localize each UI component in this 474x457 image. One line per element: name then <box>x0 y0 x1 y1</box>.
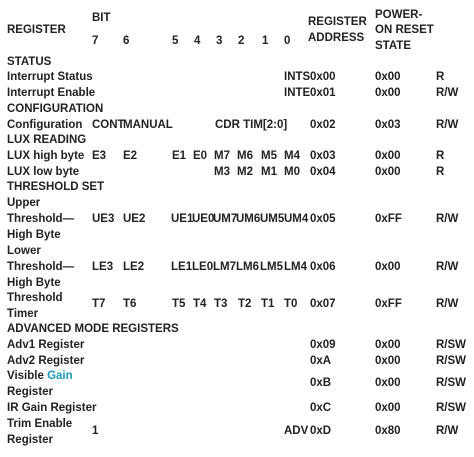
row-lower-threshold-bit7: LE3 <box>92 261 114 273</box>
row-lower-threshold-bit4: LE0 <box>192 261 214 273</box>
row-lux-high-por: 0x00 <box>375 150 401 162</box>
row-trim-enable-addr: 0xD <box>310 425 332 437</box>
row-upper-threshold-por: 0xFF <box>375 213 402 225</box>
row-lux-high-addr: 0x03 <box>310 150 336 162</box>
row-lux-high-bit5: E1 <box>172 150 187 162</box>
header-bit: BIT <box>92 12 111 24</box>
gain-link[interactable]: Gain <box>47 370 73 382</box>
row-lux-low-addr: 0x04 <box>310 166 336 178</box>
row-lower-threshold-bit6: LE2 <box>123 261 145 273</box>
row-upper-threshold-bit0: UM4 <box>284 213 309 225</box>
row-lux-high-bit1: M5 <box>261 150 277 162</box>
row-lower-threshold-bit5: LE1 <box>171 261 193 273</box>
row-lower-threshold-por: 0x00 <box>375 261 401 273</box>
header-register-address-2: ADDRESS <box>308 32 365 44</box>
row-upper-threshold-rw: R/W <box>436 213 459 225</box>
row-lux-low-bit1: M1 <box>261 166 277 178</box>
row-threshold-timer-bit4: T4 <box>193 298 207 310</box>
row-configuration-bit6: MANUAL <box>123 119 173 131</box>
row-upper-threshold-bit6: UE2 <box>123 213 146 225</box>
row-threshold-timer-addr: 0x07 <box>310 298 336 310</box>
row-interrupt-status-rw: R <box>436 71 445 83</box>
row-upper-threshold-addr: 0x05 <box>310 213 336 225</box>
row-adv1-addr: 0x09 <box>310 339 336 351</box>
row-lower-threshold-addr: 0x06 <box>310 261 336 273</box>
header-bit-7: 7 <box>92 35 99 47</box>
section-advanced-mode: ADVANCED MODE REGISTERS <box>7 323 179 335</box>
row-lux-high-bit4: E0 <box>193 150 208 162</box>
row-lower-threshold-bit3: LM7 <box>213 261 236 273</box>
header-bit-3: 3 <box>216 35 223 47</box>
row-configuration-bits30: CDR TIM[2:0] <box>215 119 288 131</box>
row-lux-high-bit0: M4 <box>284 150 300 162</box>
row-upper-threshold-bit3: UM7 <box>213 213 238 225</box>
row-trim-enable-name-2: Register <box>7 434 54 446</box>
section-configuration: CONFIGURATION <box>7 103 104 115</box>
row-upper-threshold-bit2: UM6 <box>236 213 261 225</box>
row-visible-gain-name-1a: Visible <box>7 370 44 382</box>
row-lower-threshold-rw: R/W <box>436 261 459 273</box>
header-bit-0: 0 <box>284 35 291 47</box>
row-interrupt-enable-addr: 0x01 <box>310 87 336 99</box>
row-threshold-timer-bit7: T7 <box>92 298 106 310</box>
row-configuration-bit7: CONT <box>92 119 125 131</box>
row-threshold-timer-name-1: Threshold <box>7 292 63 304</box>
row-trim-enable-bit7: 1 <box>92 425 99 437</box>
row-configuration-addr: 0x02 <box>310 119 336 131</box>
row-interrupt-status-name: Interrupt Status <box>7 71 93 83</box>
row-upper-threshold-name-1: Upper <box>7 197 41 209</box>
row-visible-gain-name-2: Register <box>7 386 54 398</box>
row-lux-low-por: 0x00 <box>375 166 401 178</box>
row-lux-high-bit2: M6 <box>237 150 253 162</box>
row-upper-threshold-name-2: Threshold— <box>7 213 75 225</box>
row-configuration-rw: R/W <box>436 119 459 131</box>
row-threshold-timer-bit3: T3 <box>214 298 228 310</box>
row-configuration-name: Configuration <box>7 119 83 131</box>
header-bit-5: 5 <box>172 35 179 47</box>
row-trim-enable-bit0: ADV <box>284 425 309 437</box>
row-lower-threshold-name-1: Lower <box>7 245 41 257</box>
row-threshold-timer-bit6: T6 <box>123 298 137 310</box>
row-lux-high-bit3: M7 <box>214 150 230 162</box>
row-interrupt-status-addr: 0x00 <box>310 71 336 83</box>
header-power-on-1: POWER- <box>375 9 423 21</box>
row-adv1-por: 0x00 <box>375 339 401 351</box>
row-lux-low-bit0: M0 <box>284 166 300 178</box>
row-adv2-addr: 0xA <box>310 355 332 367</box>
row-threshold-timer-rw: R/W <box>436 298 459 310</box>
row-visible-gain-name-1 <box>7 370 73 383</box>
row-interrupt-status-bit0: INTS <box>284 71 311 83</box>
row-lux-high-rw: R <box>436 150 445 162</box>
row-lux-low-rw: R <box>436 166 445 178</box>
row-adv2-por: 0x00 <box>375 355 401 367</box>
row-interrupt-enable-rw: R/W <box>436 87 459 99</box>
row-adv2-name: Adv2 Register <box>7 355 85 367</box>
row-upper-threshold-name-3: High Byte <box>7 229 61 241</box>
row-ir-gain-addr: 0xC <box>310 402 332 414</box>
section-lux-reading: LUX READING <box>7 134 87 146</box>
row-threshold-timer-bit5: T5 <box>172 298 186 310</box>
header-bit-6: 6 <box>123 35 130 47</box>
row-lux-low-bit2: M2 <box>237 166 253 178</box>
row-lux-high-name: LUX high byte <box>7 150 85 162</box>
header-register: REGISTER <box>7 24 66 36</box>
row-upper-threshold-bit4: UE0 <box>192 213 215 225</box>
row-upper-threshold-bit1: UM5 <box>260 213 285 225</box>
row-threshold-timer-bit1: T1 <box>261 298 275 310</box>
row-lower-threshold-bit2: LM6 <box>236 261 259 273</box>
row-configuration-por: 0x03 <box>375 119 401 131</box>
row-interrupt-enable-por: 0x00 <box>375 87 401 99</box>
row-lower-threshold-name-2: Threshold— <box>7 261 75 273</box>
section-status: STATUS <box>7 56 52 68</box>
row-lower-threshold-name-3: High Byte <box>7 277 61 289</box>
header-bit-2: 2 <box>238 35 245 47</box>
header-bit-1: 1 <box>262 35 269 47</box>
row-lux-low-name: LUX low byte <box>7 166 80 178</box>
row-lux-high-bit6: E2 <box>123 150 138 162</box>
row-threshold-timer-por: 0xFF <box>375 298 402 310</box>
row-threshold-timer-bit0: T0 <box>284 298 298 310</box>
row-trim-enable-por: 0x80 <box>375 425 401 437</box>
row-lux-low-bit3: M3 <box>214 166 230 178</box>
row-ir-gain-por: 0x00 <box>375 402 401 414</box>
row-upper-threshold-bit7: UE3 <box>92 213 115 225</box>
row-adv1-rw: R/SW <box>436 339 467 351</box>
row-threshold-timer-bit2: T2 <box>238 298 252 310</box>
row-adv2-rw: R/SW <box>436 355 467 367</box>
header-register-address-1: REGISTER <box>308 16 367 28</box>
row-upper-threshold-bit5: UE1 <box>171 213 194 225</box>
header-power-on-3: STATE <box>375 40 411 52</box>
row-trim-enable-name-1: Trim Enable <box>7 418 73 430</box>
row-visible-gain-addr: 0xB <box>310 377 332 389</box>
row-lower-threshold-bit0: LM4 <box>284 261 307 273</box>
row-interrupt-status-por: 0x00 <box>375 71 401 83</box>
row-threshold-timer-name-2: Timer <box>7 308 39 320</box>
row-trim-enable-rw: R/W <box>436 425 459 437</box>
row-interrupt-enable-bit0: INTE <box>284 87 311 99</box>
row-visible-gain-rw: R/SW <box>436 377 467 389</box>
row-adv1-name: Adv1 Register <box>7 339 85 351</box>
row-lower-threshold-bit1: LM5 <box>260 261 283 273</box>
row-ir-gain-name: IR Gain Register <box>7 402 97 414</box>
row-visible-gain-por: 0x00 <box>375 377 401 389</box>
row-interrupt-enable-name: Interrupt Enable <box>7 87 96 99</box>
header-bit-4: 4 <box>194 35 201 47</box>
row-ir-gain-rw: R/SW <box>436 402 467 414</box>
header-power-on-2: ON RESET <box>375 24 434 36</box>
section-threshold-set: THRESHOLD SET <box>7 181 105 193</box>
row-lux-high-bit7: E3 <box>92 150 107 162</box>
